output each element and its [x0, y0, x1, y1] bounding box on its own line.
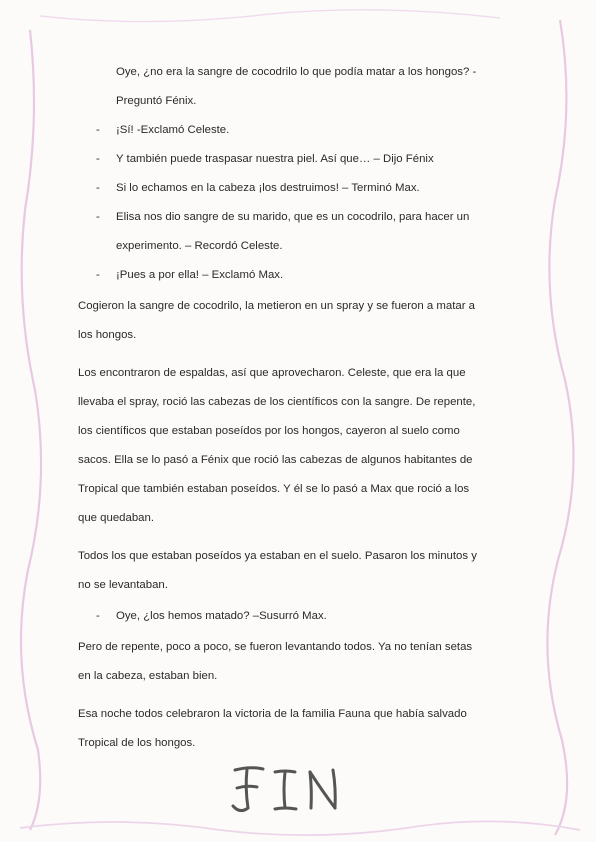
paragraph-4 [78, 633, 518, 691]
dialogue-line-2 [78, 116, 518, 145]
text-line: sacos. Ella se lo pasó a Fénix que roció las cabezas de algunos habitantes de [78, 454, 473, 466]
dialogue-line-5 [78, 203, 518, 261]
text-line: Preguntó Fénix. [116, 95, 197, 107]
text-line: Elisa nos dio sangre de su marido, que es un cocodrilo, para hacer un [116, 211, 470, 223]
text-line: no se levantaban. [78, 579, 168, 591]
dialogue-line-7 [78, 602, 518, 631]
text-line: ¡Pues a por ella! – Exclamó Max. [116, 269, 284, 281]
text-line: experimento. – Recordó Celeste. [116, 240, 283, 252]
paragraph-1 [78, 292, 518, 350]
text-line: Esa noche todos celebraron la victoria de la familia Fauna que había salvado [78, 708, 467, 720]
bullet-dash: - [96, 182, 100, 194]
text-line: Pero de repente, poco a poco, se fueron levantando todos. Ya no tenían setas [78, 641, 473, 653]
text-line: Y también puede traspasar nuestra piel. Así que… – Dijo Fénix [116, 153, 434, 165]
text-line: llevaba el spray, roció las cabezas de los científicos con la sangre. De repente, [78, 396, 476, 408]
dialogue-line-1 [78, 58, 518, 116]
text-line: que quedaban. [78, 512, 155, 524]
story-text [78, 58, 518, 758]
text-line: Todos los que estaban poseídos ya estaban en el suelo. Pasaron los minutos y [78, 550, 477, 562]
text-line: Tropical de los hongos. [78, 737, 196, 749]
bullet-dash: - [96, 269, 100, 281]
text-line: en la cabeza, estaban bien. [78, 670, 218, 682]
text-line: los científicos que estaban poseídos por los hongos, cayeron al suelo como [78, 425, 460, 437]
paragraph-2 [78, 359, 518, 533]
text-line: Tropical que también estaban poseídos. Y él se lo pasó a Max que roció a los [78, 483, 470, 495]
text-line: ¡Sí! -Exclamó Celeste. [116, 124, 230, 136]
text-line: Cogieron la sangre de cocodrilo, la metieron en un spray y se fueron a matar a [78, 300, 475, 312]
dialogue-line-3 [78, 145, 518, 174]
text-line: los hongos. [78, 329, 137, 341]
text-line: Los encontraron de espaldas, así que aprovecharon. Celeste, que era la que [78, 367, 466, 379]
bullet-dash: - [96, 124, 100, 136]
text-line: Oye, ¿los hemos matado? –Susurró Max. [116, 610, 327, 622]
text-line: Si lo echamos en la cabeza ¡los destruimos! – Terminó Max. [116, 182, 420, 194]
handwritten-fin [225, 760, 355, 820]
bullet-dash: - [96, 153, 100, 165]
bullet-dash: - [96, 610, 100, 622]
paragraph-5 [78, 700, 518, 758]
paragraph-3 [78, 542, 518, 600]
fin-handwriting-icon [225, 760, 355, 820]
text-line: Oye, ¿no era la sangre de cocodrilo lo que podía matar a los hongos? - [116, 66, 477, 78]
dialogue-line-6 [78, 261, 518, 290]
dialogue-line-4 [78, 174, 518, 203]
bullet-dash: - [96, 211, 100, 223]
